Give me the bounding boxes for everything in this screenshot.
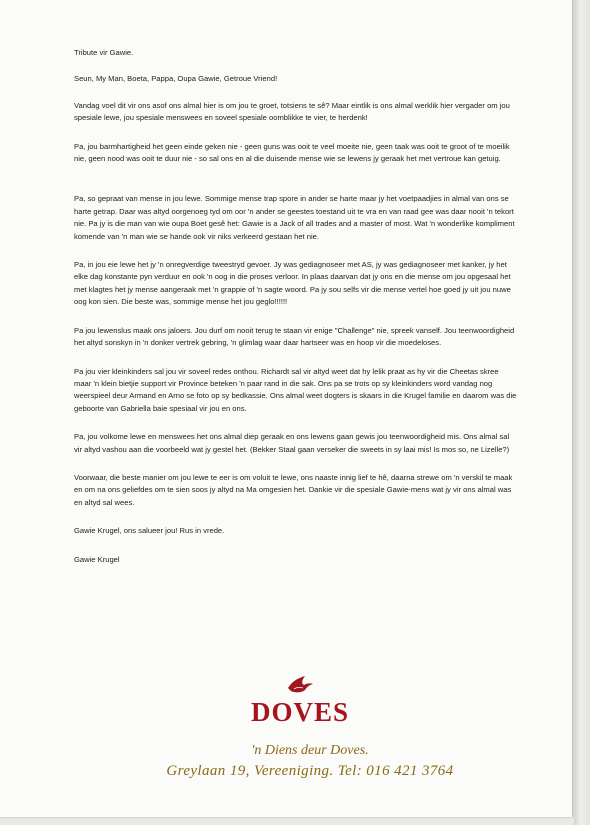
paragraph-3: Pa, so gepraat van mense in jou lewe. Sommige mense trap spore in ander se harte maar jy het voetpaadjies in almal van ons se harte getrap. Daar was altyd oorgenoeg tyd om oor 'n ander se geestes toestand uit te vra en van raad gee was daar nooit 'n tekort nie. Pa jy is die man van wie oupa Boet gesê het: Gawie is a Jack of all trades and a master of most. Wat 'n wonderlike kompliment komende van 'n man wie se hande ook vir niks verkeerd gestaan het nie. <box>74 194 515 241</box>
footer-address: Greylaan 19, Vereeniging. Tel: 016 421 3764 <box>166 763 454 779</box>
letter-signature: Gawie Krugel <box>74 554 120 564</box>
doves-logo <box>230 674 370 734</box>
letter-closing: Gawie Krugel, ons salueer jou! Rus in vrede. <box>74 526 225 536</box>
paragraph-7: Pa, jou volkome lewe en menswees het ons almal diep geraak en ons lewens gaan gewis jou teenwoordigheid mis. Ons almal sal vir altyd vashou aan die voorbeeld wat jy gestel het. (Bekker Staal gaan verseker die sweets in sy laai mis! Is mos so, ne Lizelle?) <box>74 432 510 454</box>
letter-greeting: Seun, My Man, Boeta, Pappa, Oupa Gawie, Getroue Vriend! <box>74 74 278 84</box>
paragraph-5: Pa jou lewenslus maak ons jaloers. Jou durf om nooit terug te staan vir enige "Challenge" nie, spreek vanself. Jou teenwoordigheid het altyd sonskyn in 'n donker vertrek gebring, 'n glimlag waar daar hartseer was en hoop vir die moedeloses. <box>74 325 515 348</box>
dove-icon <box>285 674 315 696</box>
paragraph-2: Pa, jou barmhartigheid het geen einde geken nie - geen guns was ooit te veel moeite nie, geen taak was ooit te groot of te moeilik nie, geen nood was ooit te duur nie - so sal ons en al die duisende mense wie se lewens jy geraak het met vertroue kan getuig. <box>74 141 510 164</box>
paragraph-1: Vandag voel dit vir ons asof ons almal hier is om jou te groet, totsiens te sê? Maar eintlik is ons almal werklik hier vergader om jou spesiale lewe, jou spesiale menswees en soveel spesiale oomblikke te vier, te herdenk! <box>74 100 510 123</box>
scanner-edge <box>574 0 590 825</box>
letter-body <box>74 47 518 566</box>
paragraph-4: Pa, in jou eie lewe het jy 'n onregverdige tweestryd gevoer. Jy was gediagnoseer met AS, jy was gediagnoseer met kanker, jy het elke dag konstante pyn verduur en ook 'n oog in die proses verloor. In plaas daarvan dat jy ons en die mense om jou opgesaal het met klagtes het jy mense aangeraak met 'n grappie of 'n sagte woord. Pa jy sou selfs vir die mense vertel hoe goed jy uit jou nuwe oog kon sien. Die beste was, sommige mense het jou geglo!!!!!! <box>74 260 511 307</box>
paragraph-8: Voorwaar, die beste manier om jou lewe te eer is om voluit te lewe, ons naaste innig lief te hê, daarna strewe om 'n verskil te maak en om na ons geliefdes om te sien soos jy altyd na Ma omgesien het. Dankie vir die spesiale Gawie-mens wat jy vir ons almal was en altyd sal wees. <box>74 472 513 507</box>
footer-tagline: 'n Diens deur Doves. <box>251 743 369 758</box>
brand-name: DOVES <box>250 697 350 727</box>
footer-block <box>120 742 500 782</box>
letter-title: Tribute vir Gawie. <box>74 48 134 57</box>
paragraph-6: Pa jou vier kleinkinders sal jou vir soveel redes onthou. Richardt sal vir altyd weet dat hy lelik praat as hy vir die Cheetas skree maar 'n klein bietjie support vir Province beteken 'n paar rand in die sak. Ons pa se trots op sy kleinkinders word vandag nog weerspieel deur Armand en Arno se foto op sy bedkassie. Ons almal weet dogters is skaars in die Krugel familie en daarom was die geboorte van Gabriella baie spesiaal vir jou en ons. <box>74 366 517 413</box>
